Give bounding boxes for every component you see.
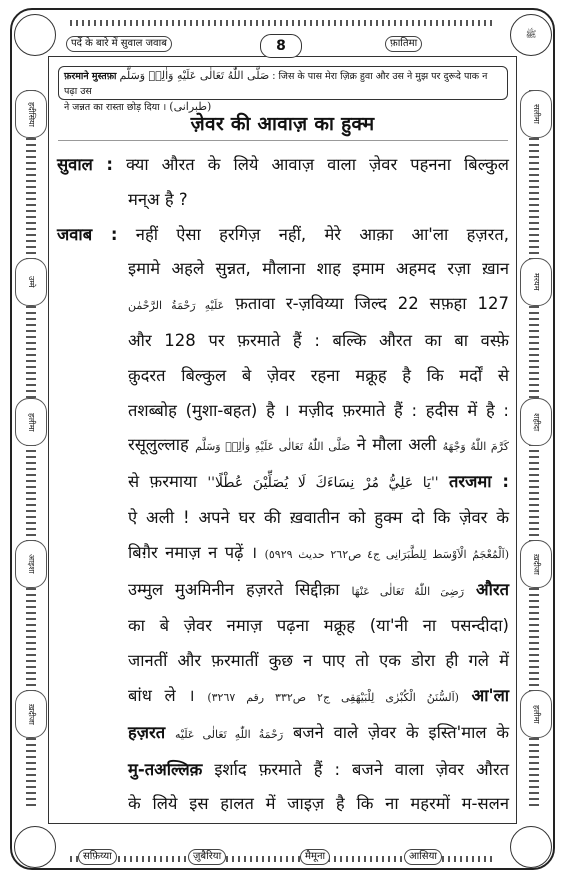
question-label: सुवाल : bbox=[57, 155, 113, 174]
answer-arabic-honorific: عَلَيْهِ رَحْمَةُ الرَّحْمٰن bbox=[128, 299, 225, 313]
header-left-tab: पर्दे के बारे में सुवाल जवाब bbox=[66, 36, 172, 52]
body-line-13: जानतीं और फ़रमातीं कुछ न पाए तो एक डोरा ही गले में bbox=[128, 651, 509, 671]
quote-text-2: ने जन्नत का रास्ता छोड़ दिया । bbox=[64, 102, 167, 113]
body-line-12: का बे ज़ेवर नमाज़ पढ़ना मक्रूह (या'नी ना पसन्दीदा) bbox=[128, 616, 509, 636]
corner-medallion-top-right bbox=[510, 14, 552, 56]
question-line-1: क्या औरत के लिये आवाज़ वाला ज़ेवर पहनना बिल्कुल bbox=[125, 155, 509, 174]
footer-tab-3: मैमूना bbox=[300, 849, 330, 865]
quote-label: फ़रमाने मुस्तफ़ा bbox=[64, 71, 117, 82]
body-line-14b: आ'ला bbox=[471, 685, 510, 705]
header-right-tab: फ़ातिमा bbox=[385, 36, 422, 52]
body-line-9: ऐ अली ! अपने घर की ख़वातीन को हुक्म दो कि ज़ेवर के bbox=[128, 507, 509, 527]
body-line-15b: बजने वाले ज़ेवर के इस्ति'माल के bbox=[292, 722, 510, 742]
top-border-ornament bbox=[70, 20, 495, 26]
quote-text: : जिस के पास मेरा ज़िक्र हुवा और उस ने मुझ पर दुरूदे पाक न पढ़ा उस bbox=[64, 71, 488, 97]
title-divider bbox=[58, 140, 508, 141]
corner-medallion-bottom-left bbox=[14, 826, 56, 868]
page-number: 8 bbox=[260, 34, 302, 58]
corner-medallion-bottom-right bbox=[510, 826, 552, 868]
corner-label: ﷺ bbox=[525, 30, 537, 40]
body-line-8a: से फ़रमाया bbox=[128, 472, 197, 492]
body-line-7-arabic: صَلَّى اللّٰهُ تَعَالٰى عَلَيْهِ وَاٰلِهٖ وَسَلَّم bbox=[195, 440, 351, 454]
side-label-right-3: शहीदा bbox=[520, 398, 552, 446]
body-line-6: तशब्बोह (मुशा-बहत) है । मज़ीद फ़रमाते हैं : हदीस में है : bbox=[128, 400, 509, 420]
body-line-14a: बांध ले । bbox=[128, 685, 195, 705]
side-label-left-5: ख़दीजा bbox=[15, 690, 47, 738]
body-line-7-arabic-2: كَرَّمَ اللّٰهُ وَجْهَهُ bbox=[442, 440, 509, 454]
footer-tab-4: आसिया bbox=[404, 849, 442, 865]
body-line-15a: हज़रत bbox=[128, 722, 166, 742]
body-line-8b: तरजमा : bbox=[449, 472, 509, 492]
body-line-16b: इर्शाद फ़रमाते हैं : बजने वाला ज़ेवर औरत bbox=[214, 759, 509, 779]
side-label-left-1: हदीसिया bbox=[15, 90, 47, 138]
citation-1: (اَلْمُعْجَمُ الْاَوْسَط لِلطَّبَرَانِی ج٤ ص٢٦٢ حديث ٥٩٢٩) bbox=[264, 547, 510, 561]
body-line-11a: उम्मुल मुअमिनीन हज़रते सिद्दीक़ा bbox=[128, 579, 340, 599]
page-title: ज़ेवर की आवाज़ का हुक्म bbox=[190, 113, 375, 135]
side-label-left-2: उम्मे bbox=[15, 258, 47, 306]
body-line-11b: औरत bbox=[475, 579, 509, 599]
footer-tab-1: सफ़िय्या bbox=[78, 849, 117, 865]
answer-line-3: फ़तावा र-ज़विय्या जिल्द 22 सफ़हा 127 bbox=[235, 294, 510, 314]
question-line-2: मन्अ है ? bbox=[128, 189, 188, 209]
hadith-arabic: ''يَا عَلِيُّ مُرْ نِسَاءَكَ لَا يُصَلِّيْنَ عُطْلًا'' bbox=[207, 475, 439, 492]
side-label-right-1: सलीमा bbox=[520, 90, 552, 138]
citation-2: (اَلسُّنَنُ الْكُبْرٰى لِلْبَيْهَقِى ج٢ ص٣٣٢ رقم ٣٢٦٧) bbox=[207, 690, 459, 704]
body-line-4: और 128 पर फ़रमाते हैं : बल्कि औरत का बा वस्फ़े bbox=[128, 330, 509, 350]
body-line-11-arabic: رَضِىَ اللّٰهُ تَعَالٰى عَنْهَا bbox=[351, 584, 465, 598]
answer-line-1: नहीं ऐसा हरगिज़ नहीं, मेरे आक़ा आ'ला हज़रत, bbox=[135, 224, 509, 244]
side-label-right-5: हलीमा bbox=[520, 690, 552, 738]
body-line-15-arabic: رَحْمَةُ اللّٰهِ تَعَالٰى عَلَيْه bbox=[174, 727, 284, 741]
quote-source: (طبرانی) bbox=[169, 100, 212, 113]
body-line-16a: मु-तअल्लिक़ bbox=[128, 759, 203, 779]
side-label-left-4: आइशा bbox=[15, 540, 47, 588]
hadith-quote-box bbox=[58, 66, 508, 113]
side-label-right-2: मरयम bbox=[520, 258, 552, 306]
page-body bbox=[57, 148, 509, 822]
side-label-right-4: ख़दीजा bbox=[520, 540, 552, 588]
answer-line-2: इमामे अहले सुन्नत, मौलाना शाह इमाम अहमद रज़ा ख़ान bbox=[128, 259, 509, 279]
body-line-5: क़ुदरत बिल्कुल बे ज़ेवर रहना मक्रूह है कि मर्दों से bbox=[128, 365, 509, 385]
footer-tab-2: ज़ुबैरिया bbox=[188, 849, 226, 865]
body-line-7a: रसूलुल्लाह bbox=[128, 435, 189, 455]
answer-label: जवाब : bbox=[57, 224, 118, 244]
body-line-17: के लिये इस हालत में जाइज़ है कि ना महरमों म-सलन bbox=[128, 794, 509, 814]
side-label-left-3: हलीमा bbox=[15, 398, 47, 446]
body-line-7b: ने मौला अली bbox=[356, 435, 437, 455]
body-line-10a: बिग़ैर नमाज़ न पढ़ें । bbox=[128, 542, 258, 562]
corner-medallion-top-left bbox=[14, 14, 56, 56]
quote-arabic-honorific: صَلَّى اللّٰهُ تَعَالٰى عَلَيْهِ وَاٰلِهٖ وَسَلَّم bbox=[119, 69, 270, 82]
